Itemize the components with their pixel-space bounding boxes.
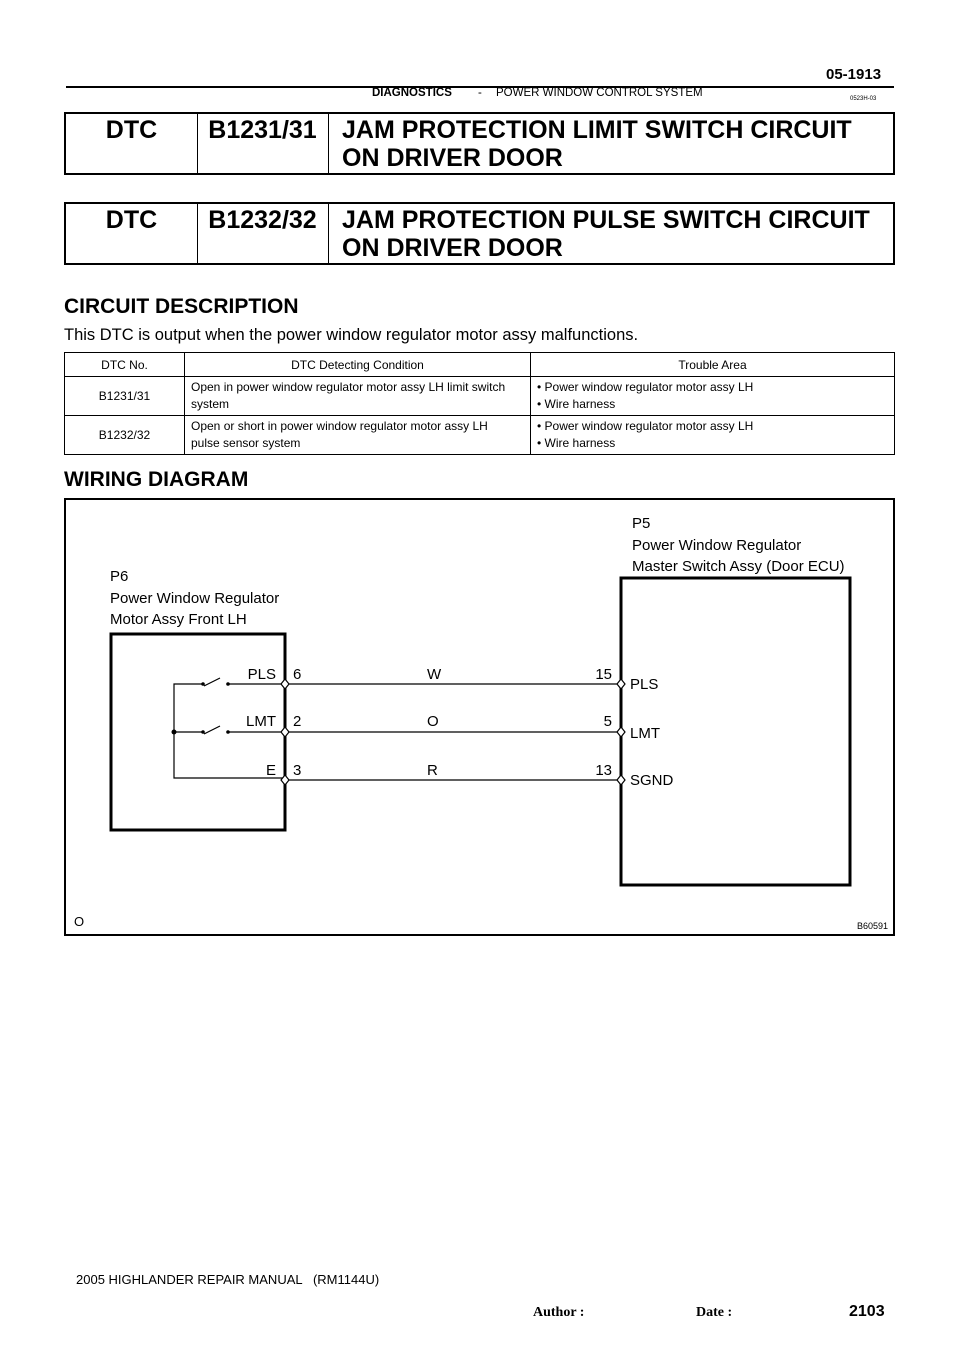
lmt-switch-contact — [204, 726, 220, 734]
dtc-label: DTC — [105, 206, 158, 234]
trouble-area-item: • Power window regulator motor assy LH — [537, 380, 754, 394]
dtc-code-cell — [197, 114, 329, 173]
p6-pin-number: 6 — [293, 666, 302, 683]
wire-color-o: O — [427, 713, 439, 730]
lmt-switch-terminal — [226, 730, 230, 734]
dtc-code: B1231/31 — [208, 116, 317, 144]
header-system: POWER WINDOW CONTROL SYSTEM — [496, 87, 703, 99]
footer-author-label: Author : — [533, 1305, 585, 1320]
dtc-title-box-1 — [64, 112, 895, 175]
wiring-diagram — [64, 498, 895, 936]
ground-junction — [172, 730, 177, 735]
header-category: DIAGNOSTICS — [372, 87, 452, 99]
p5-terminal-lmt: LMT — [630, 725, 660, 742]
footer-manual-title: 2005 HIGHLANDER REPAIR MANUAL (RM1144U) — [76, 1272, 380, 1287]
condition-line: system — [191, 397, 230, 411]
table-header: Trouble Area — [531, 353, 895, 377]
dtc-label: DTC — [105, 116, 158, 144]
dtc-title-line-1: JAM PROTECTION PULSE SWITCH CIRCUIT — [342, 206, 870, 234]
p5-pin-number: 15 — [595, 666, 612, 683]
dtc-title-cell — [342, 114, 887, 173]
pls-switch-terminal — [226, 682, 230, 686]
dtc-title-box-2 — [64, 202, 895, 265]
p5-terminal-pls: PLS — [630, 676, 659, 693]
condition-line: pulse sensor system — [191, 436, 301, 450]
footer-page-number: 2103 — [849, 1303, 885, 1320]
p6-component-name-line-1: Power Window Regulator — [110, 590, 280, 607]
dtc-title-line-2: ON DRIVER DOOR — [342, 144, 563, 172]
dtc-condition-table — [64, 352, 895, 455]
p6-pin-2 — [281, 727, 289, 737]
condition-line: Open in power window regulator motor assy LH limit switch — [191, 380, 506, 394]
p5-component-name-line-2: Master Switch Assy (Door ECU) — [632, 558, 845, 575]
dtc-title-cell — [342, 204, 887, 263]
p5-pin-number: 13 — [595, 762, 612, 779]
page-number: 05-1913 — [826, 66, 882, 83]
table-header: DTC No. — [65, 353, 185, 377]
p5-pin-13 — [617, 775, 625, 785]
header-separator: - — [478, 87, 482, 99]
trouble-area-item: • Power window regulator motor assy LH — [537, 419, 754, 433]
dtc-code: B1232/32 — [208, 206, 317, 234]
p6-pin-6 — [281, 679, 289, 689]
wire-color-w: W — [427, 666, 442, 683]
wire-color-r: R — [427, 762, 438, 779]
dtc-code-cell — [197, 204, 329, 263]
p6-component-name-line-2: Motor Assy Front LH — [110, 611, 247, 628]
condition-cell — [185, 416, 531, 455]
corner-mark: O — [74, 914, 85, 929]
trouble-area-cell — [531, 377, 895, 416]
dtc-title-line-1: JAM PROTECTION LIMIT SWITCH CIRCUIT — [342, 116, 852, 144]
figure-id: B60591 — [856, 921, 888, 931]
condition-line: Open or short in power window regulator motor assy LH — [191, 419, 488, 433]
p5-pin-number: 5 — [603, 713, 612, 730]
wiring-diagram-heading: WIRING DIAGRAM — [64, 468, 249, 491]
p5-pin-5 — [617, 727, 625, 737]
trouble-area-item: • Wire harness — [537, 436, 616, 450]
dtc-title-line-2: ON DRIVER DOOR — [342, 234, 563, 262]
p5-connector-id: P5 — [632, 515, 651, 532]
p6-pin-3 — [281, 775, 289, 785]
dtc-code-cell: B1231/31 — [65, 377, 185, 416]
p6-terminal-pls: PLS — [247, 666, 276, 683]
p5-terminal-sgnd: SGND — [630, 772, 674, 789]
p5-component-name-line-1: Power Window Regulator — [632, 537, 802, 554]
footer-date-label: Date : — [696, 1305, 733, 1320]
table-header: DTC Detecting Condition — [185, 353, 531, 377]
dtc-label-cell — [66, 114, 198, 173]
p6-pin-number: 2 — [293, 713, 302, 730]
circuit-description-heading: CIRCUIT DESCRIPTION — [64, 295, 299, 318]
p6-pin-number: 3 — [293, 762, 302, 779]
document-id: 0523H-03 — [850, 96, 877, 102]
pls-switch-contact — [204, 678, 220, 686]
table-header-row — [65, 353, 895, 377]
p6-terminal-e: E — [265, 762, 276, 779]
p5-pin-15 — [617, 679, 625, 689]
dtc-code-cell: B1232/32 — [65, 416, 185, 455]
p6-connector-id: P6 — [110, 568, 129, 585]
circuit-description-text: This DTC is output when the power window regulator motor assy malfunctions. — [64, 326, 639, 344]
trouble-area-item: • Wire harness — [537, 397, 616, 411]
table-row — [65, 377, 895, 416]
trouble-area-cell — [531, 416, 895, 455]
dtc-label-cell — [66, 204, 198, 263]
p6-terminal-lmt: LMT — [246, 713, 276, 730]
table-row — [65, 416, 895, 455]
condition-cell — [185, 377, 531, 416]
